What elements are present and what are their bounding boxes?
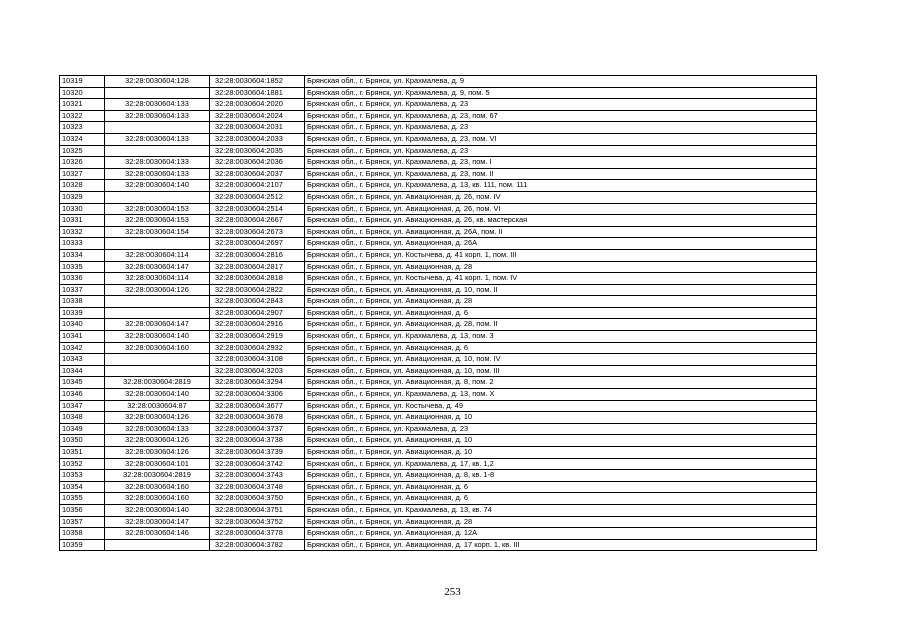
parcel-number-cell bbox=[105, 296, 210, 308]
address-cell: Брянская обл., г. Брянск, ул. Авиационная, д. 26, кв. мастерская bbox=[305, 215, 817, 227]
table-row bbox=[60, 331, 817, 343]
parcel-number-cell: 32:28:0030604:2819 bbox=[105, 377, 210, 389]
parcel-number-cell: 32:28:0030604:126 bbox=[105, 447, 210, 459]
address-cell: Брянская обл., г. Брянск, ул. Авиационная, д. 26, пом. IV bbox=[305, 191, 817, 203]
parcel-number-cell bbox=[105, 365, 210, 377]
table-row bbox=[60, 133, 817, 145]
row-number-cell: 10325 bbox=[60, 145, 105, 157]
table-row bbox=[60, 481, 817, 493]
object-number-cell: 32:28:0030604:2907 bbox=[210, 307, 305, 319]
row-number-cell: 10353 bbox=[60, 470, 105, 482]
row-number-cell: 10358 bbox=[60, 528, 105, 540]
row-number-cell: 10347 bbox=[60, 400, 105, 412]
records-table-body bbox=[60, 76, 817, 551]
row-number-cell: 10322 bbox=[60, 110, 105, 122]
table-row bbox=[60, 180, 817, 192]
parcel-number-cell: 32:28:0030604:146 bbox=[105, 528, 210, 540]
table-row bbox=[60, 447, 817, 459]
object-number-cell: 32:28:0030604:3782 bbox=[210, 539, 305, 551]
table-row bbox=[60, 145, 817, 157]
object-number-cell: 32:28:0030604:2512 bbox=[210, 191, 305, 203]
object-number-cell: 32:28:0030604:3748 bbox=[210, 481, 305, 493]
row-number-cell: 10338 bbox=[60, 296, 105, 308]
row-number-cell: 10355 bbox=[60, 493, 105, 505]
row-number-cell: 10328 bbox=[60, 180, 105, 192]
row-number-cell: 10350 bbox=[60, 435, 105, 447]
object-number-cell: 32:28:0030604:3752 bbox=[210, 516, 305, 528]
table-row bbox=[60, 470, 817, 482]
table-row bbox=[60, 296, 817, 308]
parcel-number-cell: 32:28:0030604:114 bbox=[105, 273, 210, 285]
parcel-number-cell: 32:28:0030604:2819 bbox=[105, 470, 210, 482]
address-cell: Брянская обл., г. Брянск, ул. Авиационная, д. 26А, пом. II bbox=[305, 226, 817, 238]
object-number-cell: 32:28:0030604:2033 bbox=[210, 133, 305, 145]
address-cell: Брянская обл., г. Брянск, ул. Авиационная, д. 10, пом. IV bbox=[305, 354, 817, 366]
parcel-number-cell: 32:28:0030604:140 bbox=[105, 180, 210, 192]
object-number-cell: 32:28:0030604:3743 bbox=[210, 470, 305, 482]
parcel-number-cell: 32:28:0030604:160 bbox=[105, 493, 210, 505]
table-row bbox=[60, 400, 817, 412]
row-number-cell: 10333 bbox=[60, 238, 105, 250]
parcel-number-cell: 32:28:0030604:87 bbox=[105, 400, 210, 412]
address-cell: Брянская обл., г. Брянск, ул. Авиационная, д. 28 bbox=[305, 516, 817, 528]
object-number-cell: 32:28:0030604:2919 bbox=[210, 331, 305, 343]
address-cell: Брянская обл., г. Брянск, ул. Крахмалева, д. 13, кв. 74 bbox=[305, 504, 817, 516]
object-number-cell: 32:28:0030604:2932 bbox=[210, 342, 305, 354]
address-cell: Брянская обл., г. Брянск, ул. Авиационная, д. 10 bbox=[305, 412, 817, 424]
object-number-cell: 32:28:0030604:2107 bbox=[210, 180, 305, 192]
parcel-number-cell bbox=[105, 145, 210, 157]
table-row bbox=[60, 377, 817, 389]
parcel-number-cell: 32:28:0030604:101 bbox=[105, 458, 210, 470]
table-row bbox=[60, 307, 817, 319]
parcel-number-cell bbox=[105, 307, 210, 319]
parcel-number-cell: 32:28:0030604:154 bbox=[105, 226, 210, 238]
object-number-cell: 32:28:0030604:3108 bbox=[210, 354, 305, 366]
parcel-number-cell: 32:28:0030604:126 bbox=[105, 412, 210, 424]
object-number-cell: 32:28:0030604:3738 bbox=[210, 435, 305, 447]
address-cell: Брянская обл., г. Брянск, ул. Авиационная, д. 10, пом. II bbox=[305, 284, 817, 296]
address-cell: Брянская обл., г. Брянск, ул. Крахмалева, д. 23, пом. VI bbox=[305, 133, 817, 145]
object-number-cell: 32:28:0030604:2673 bbox=[210, 226, 305, 238]
address-cell: Брянская обл., г. Брянск, ул. Авиационная, д. 8, пом. 2 bbox=[305, 377, 817, 389]
parcel-number-cell: 32:28:0030604:147 bbox=[105, 261, 210, 273]
parcel-number-cell: 32:28:0030604:140 bbox=[105, 331, 210, 343]
page-number: 253 bbox=[444, 586, 461, 598]
parcel-number-cell: 32:28:0030604:147 bbox=[105, 516, 210, 528]
table-row bbox=[60, 539, 817, 551]
address-cell: Брянская обл., г. Брянск, ул. Авиационная, д. 28, пом. II bbox=[305, 319, 817, 331]
row-number-cell: 10330 bbox=[60, 203, 105, 215]
row-number-cell: 10352 bbox=[60, 458, 105, 470]
table-row bbox=[60, 342, 817, 354]
object-number-cell: 32:28:0030604:1881 bbox=[210, 87, 305, 99]
parcel-number-cell bbox=[105, 238, 210, 250]
parcel-number-cell: 32:28:0030604:153 bbox=[105, 215, 210, 227]
table-row bbox=[60, 238, 817, 250]
object-number-cell: 32:28:0030604:1852 bbox=[210, 76, 305, 88]
object-number-cell: 32:28:0030604:3203 bbox=[210, 365, 305, 377]
address-cell: Брянская обл., г. Брянск, ул. Костычева, д. 41 корп. 1, пом. III bbox=[305, 249, 817, 261]
parcel-number-cell: 32:28:0030604:133 bbox=[105, 168, 210, 180]
object-number-cell: 32:28:0030604:3678 bbox=[210, 412, 305, 424]
table-row bbox=[60, 319, 817, 331]
row-number-cell: 10343 bbox=[60, 354, 105, 366]
table-row bbox=[60, 504, 817, 516]
address-cell: Брянская обл., г. Брянск, ул. Авиационная, д. 6 bbox=[305, 307, 817, 319]
row-number-cell: 10341 bbox=[60, 331, 105, 343]
parcel-number-cell: 32:28:0030604:147 bbox=[105, 319, 210, 331]
table-row bbox=[60, 110, 817, 122]
table-row bbox=[60, 493, 817, 505]
address-cell: Брянская обл., г. Брянск, ул. Крахмалева, д. 23, пом. II bbox=[305, 168, 817, 180]
row-number-cell: 10349 bbox=[60, 423, 105, 435]
address-cell: Брянская обл., г. Брянск, ул. Авиационная, д. 8, кв. 1-8 bbox=[305, 470, 817, 482]
row-number-cell: 10346 bbox=[60, 389, 105, 401]
object-number-cell: 32:28:0030604:3737 bbox=[210, 423, 305, 435]
address-cell: Брянская обл., г. Брянск, ул. Авиационная, д. 6 bbox=[305, 493, 817, 505]
object-number-cell: 32:28:0030604:2036 bbox=[210, 157, 305, 169]
table-row bbox=[60, 168, 817, 180]
row-number-cell: 10335 bbox=[60, 261, 105, 273]
parcel-number-cell bbox=[105, 191, 210, 203]
table-row bbox=[60, 76, 817, 88]
address-cell: Брянская обл., г. Брянск, ул. Крахмалева, д. 17, кв. 1,2 bbox=[305, 458, 817, 470]
object-number-cell: 32:28:0030604:2020 bbox=[210, 99, 305, 111]
parcel-number-cell: 32:28:0030604:160 bbox=[105, 481, 210, 493]
row-number-cell: 10337 bbox=[60, 284, 105, 296]
records-table bbox=[59, 75, 817, 551]
table-row bbox=[60, 122, 817, 134]
object-number-cell: 32:28:0030604:2697 bbox=[210, 238, 305, 250]
address-cell: Брянская обл., г. Брянск, ул. Крахмалева, д. 23 bbox=[305, 99, 817, 111]
table-row bbox=[60, 389, 817, 401]
object-number-cell: 32:28:0030604:2514 bbox=[210, 203, 305, 215]
address-cell: Брянская обл., г. Брянск, ул. Авиационная, д. 17 корп. 1, кв. III bbox=[305, 539, 817, 551]
row-number-cell: 10357 bbox=[60, 516, 105, 528]
object-number-cell: 32:28:0030604:2816 bbox=[210, 249, 305, 261]
table-row bbox=[60, 249, 817, 261]
table-row bbox=[60, 261, 817, 273]
address-cell: Брянская обл., г. Брянск, ул. Авиационная, д. 10 bbox=[305, 447, 817, 459]
parcel-number-cell: 32:28:0030604:140 bbox=[105, 504, 210, 516]
table-row bbox=[60, 273, 817, 285]
table-row bbox=[60, 412, 817, 424]
row-number-cell: 10324 bbox=[60, 133, 105, 145]
table-row bbox=[60, 215, 817, 227]
parcel-number-cell: 32:28:0030604:133 bbox=[105, 423, 210, 435]
row-number-cell: 10345 bbox=[60, 377, 105, 389]
table-row bbox=[60, 284, 817, 296]
table-row bbox=[60, 458, 817, 470]
row-number-cell: 10336 bbox=[60, 273, 105, 285]
row-number-cell: 10344 bbox=[60, 365, 105, 377]
address-cell: Брянская обл., г. Брянск, ул. Костычева, д. 41 корп. 1, пом. IV bbox=[305, 273, 817, 285]
table-row bbox=[60, 87, 817, 99]
object-number-cell: 32:28:0030604:2035 bbox=[210, 145, 305, 157]
object-number-cell: 32:28:0030604:2818 bbox=[210, 273, 305, 285]
row-number-cell: 10351 bbox=[60, 447, 105, 459]
row-number-cell: 10319 bbox=[60, 76, 105, 88]
row-number-cell: 10340 bbox=[60, 319, 105, 331]
address-cell: Брянская обл., г. Брянск, ул. Авиационная, д. 12А bbox=[305, 528, 817, 540]
row-number-cell: 10339 bbox=[60, 307, 105, 319]
table-row bbox=[60, 354, 817, 366]
object-number-cell: 32:28:0030604:2817 bbox=[210, 261, 305, 273]
table-row bbox=[60, 516, 817, 528]
object-number-cell: 32:28:0030604:2037 bbox=[210, 168, 305, 180]
parcel-number-cell: 32:28:0030604:128 bbox=[105, 76, 210, 88]
object-number-cell: 32:28:0030604:2916 bbox=[210, 319, 305, 331]
parcel-number-cell: 32:28:0030604:153 bbox=[105, 203, 210, 215]
parcel-number-cell: 32:28:0030604:126 bbox=[105, 435, 210, 447]
address-cell: Брянская обл., г. Брянск, ул. Крахмалева, д. 23, пом. 67 bbox=[305, 110, 817, 122]
object-number-cell: 32:28:0030604:2667 bbox=[210, 215, 305, 227]
object-number-cell: 32:28:0030604:3739 bbox=[210, 447, 305, 459]
address-cell: Брянская обл., г. Брянск, ул. Авиационная, д. 10 bbox=[305, 435, 817, 447]
address-cell: Брянская обл., г. Брянск, ул. Авиационная, д. 6 bbox=[305, 481, 817, 493]
table-row bbox=[60, 435, 817, 447]
table-row bbox=[60, 528, 817, 540]
object-number-cell: 32:28:0030604:3742 bbox=[210, 458, 305, 470]
table-row bbox=[60, 365, 817, 377]
object-number-cell: 32:28:0030604:3778 bbox=[210, 528, 305, 540]
parcel-number-cell: 32:28:0030604:114 bbox=[105, 249, 210, 261]
address-cell: Брянская обл., г. Брянск, ул. Крахмалева, д. 23 bbox=[305, 122, 817, 134]
parcel-number-cell: 32:28:0030604:140 bbox=[105, 389, 210, 401]
address-cell: Брянская обл., г. Брянск, ул. Крахмалева, д. 23 bbox=[305, 423, 817, 435]
address-cell: Брянская обл., г. Брянск, ул. Костычева, д. 49 bbox=[305, 400, 817, 412]
address-cell: Брянская обл., г. Брянск, ул. Авиационная, д. 26, пом. VI bbox=[305, 203, 817, 215]
row-number-cell: 10342 bbox=[60, 342, 105, 354]
object-number-cell: 32:28:0030604:2031 bbox=[210, 122, 305, 134]
row-number-cell: 10331 bbox=[60, 215, 105, 227]
object-number-cell: 32:28:0030604:2822 bbox=[210, 284, 305, 296]
address-cell: Брянская обл., г. Брянск, ул. Авиационная, д. 28 bbox=[305, 261, 817, 273]
address-cell: Брянская обл., г. Брянск, ул. Авиационная, д. 28 bbox=[305, 296, 817, 308]
row-number-cell: 10323 bbox=[60, 122, 105, 134]
object-number-cell: 32:28:0030604:3750 bbox=[210, 493, 305, 505]
address-cell: Брянская обл., г. Брянск, ул. Крахмалева, д. 13, пом. 3 bbox=[305, 331, 817, 343]
row-number-cell: 10348 bbox=[60, 412, 105, 424]
table-row bbox=[60, 157, 817, 169]
object-number-cell: 32:28:0030604:3677 bbox=[210, 400, 305, 412]
object-number-cell: 32:28:0030604:2843 bbox=[210, 296, 305, 308]
address-cell: Брянская обл., г. Брянск, ул. Авиационная, д. 10, пом. III bbox=[305, 365, 817, 377]
object-number-cell: 32:28:0030604:3751 bbox=[210, 504, 305, 516]
parcel-number-cell: 32:28:0030604:133 bbox=[105, 110, 210, 122]
table-row bbox=[60, 203, 817, 215]
parcel-number-cell bbox=[105, 539, 210, 551]
table-row bbox=[60, 423, 817, 435]
parcel-number-cell: 32:28:0030604:126 bbox=[105, 284, 210, 296]
address-cell: Брянская обл., г. Брянск, ул. Крахмалева, д. 9 bbox=[305, 76, 817, 88]
address-cell: Брянская обл., г. Брянск, ул. Крахмалева, д. 23, пом. I bbox=[305, 157, 817, 169]
parcel-number-cell bbox=[105, 354, 210, 366]
row-number-cell: 10327 bbox=[60, 168, 105, 180]
address-cell: Брянская обл., г. Брянск, ул. Крахмалева, д. 9, пом. 5 bbox=[305, 87, 817, 99]
object-number-cell: 32:28:0030604:2024 bbox=[210, 110, 305, 122]
parcel-number-cell bbox=[105, 87, 210, 99]
table-row bbox=[60, 226, 817, 238]
parcel-number-cell: 32:28:0030604:133 bbox=[105, 133, 210, 145]
parcel-number-cell: 32:28:0030604:160 bbox=[105, 342, 210, 354]
row-number-cell: 10326 bbox=[60, 157, 105, 169]
table-row bbox=[60, 191, 817, 203]
object-number-cell: 32:28:0030604:3306 bbox=[210, 389, 305, 401]
row-number-cell: 10321 bbox=[60, 99, 105, 111]
parcel-number-cell bbox=[105, 122, 210, 134]
row-number-cell: 10332 bbox=[60, 226, 105, 238]
address-cell: Брянская обл., г. Брянск, ул. Крахмалева, д. 23 bbox=[305, 145, 817, 157]
row-number-cell: 10320 bbox=[60, 87, 105, 99]
row-number-cell: 10334 bbox=[60, 249, 105, 261]
address-cell: Брянская обл., г. Брянск, ул. Авиационная, д. 6 bbox=[305, 342, 817, 354]
parcel-number-cell: 32:28:0030604:133 bbox=[105, 157, 210, 169]
address-cell: Брянская обл., г. Брянск, ул. Крахмалева, д. 13, кв. 111, пом. 111 bbox=[305, 180, 817, 192]
object-number-cell: 32:28:0030604:3294 bbox=[210, 377, 305, 389]
table-row bbox=[60, 99, 817, 111]
row-number-cell: 10356 bbox=[60, 504, 105, 516]
address-cell: Брянская обл., г. Брянск, ул. Крахмалева, д. 13, пом. X bbox=[305, 389, 817, 401]
address-cell: Брянская обл., г. Брянск, ул. Авиационная, д. 26А bbox=[305, 238, 817, 250]
row-number-cell: 10359 bbox=[60, 539, 105, 551]
parcel-number-cell: 32:28:0030604:133 bbox=[105, 99, 210, 111]
row-number-cell: 10354 bbox=[60, 481, 105, 493]
row-number-cell: 10329 bbox=[60, 191, 105, 203]
